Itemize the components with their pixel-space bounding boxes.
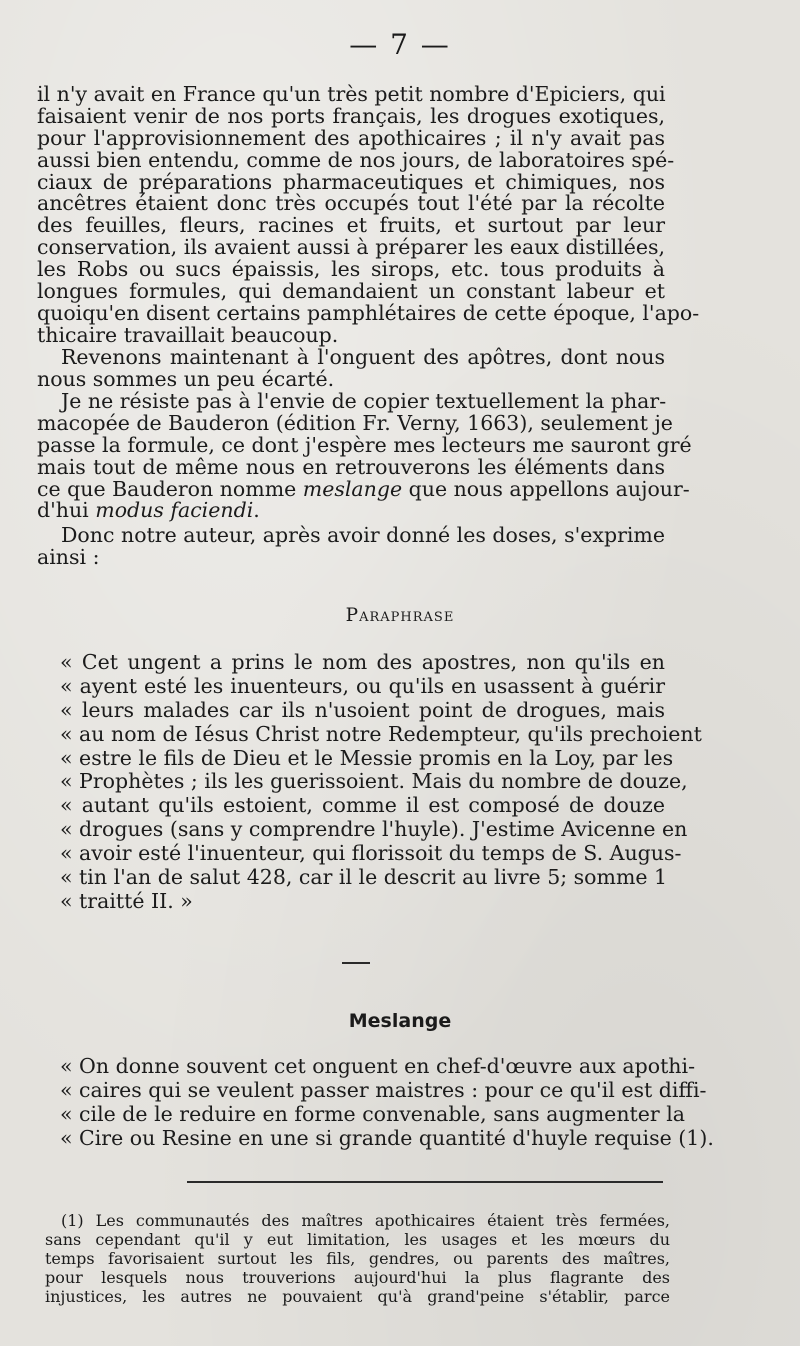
italic-term-meslange: meslange [302, 476, 403, 501]
body-line: faisaient venir de nos ports français, les drogues exotiques, [37, 103, 665, 128]
body-line: thicaire travaillait beaucoup. [37, 322, 339, 347]
body-line: passe la formule, ce dont j'espère mes lecteurs me sauront gré [37, 432, 692, 457]
body-line: les Robs ou sucs épaissis, les sirops, etc. tous produits à [37, 257, 665, 282]
body-line: aussi bien entendu, comme de nos jours, de laboratoires spé- [37, 147, 675, 172]
footnote [45, 1211, 670, 1306]
body-line-modus: d'hui modus faciendi. [37, 498, 260, 523]
quote-line: « autant qu'ils estoient, comme il est composé de douze [60, 793, 665, 818]
quote-line: « ayent esté les inuenteurs, ou qu'ils en usassent à guérir [60, 673, 665, 698]
quote-line: « tin l'an de salut 428, car il le descrit au livre 5; somme 1 [60, 865, 668, 890]
body-line: nous sommes un peu écarté. [37, 366, 335, 391]
donc-paragraph [37, 525, 665, 569]
body-line: ciaux de préparations pharmaceutiques et chimiques, nos [37, 169, 665, 194]
resiste-paragraph [37, 389, 692, 523]
footnote-line: (1) Les communautés des maîtres apothicaires étaient très fermées, [61, 1211, 670, 1230]
footnote-line: injustices, les autres ne pouvaient qu'à grand'peine s'établir, parce [45, 1287, 670, 1306]
quote-line: « drogues (sans y comprendre l'huyle). J'estime Avicenne en [60, 817, 688, 842]
revenons-paragraph [37, 347, 665, 391]
quote-line: « Prophètes ; ils les guerissoient. Mais du nombre de douze, [60, 769, 688, 794]
quote-line: « Cet ungent a prins le nom des apostres, non qu'ils en [60, 650, 665, 674]
body-line: longues formules, qui demandaient un constant labeur et [37, 279, 665, 304]
body-line: conservation, ils avaient aussi à préparer les eaux distillées, [37, 235, 665, 260]
section-heading-meslange: Meslange [348, 1010, 452, 1032]
footnote-line: pour lesquels nous trouverions aujourd'hui la plus flagrante des [45, 1268, 670, 1287]
italic-term-modus-faciendi: modus faciendi [95, 498, 254, 523]
quote-line: « cile de le reduire en forme convenable, sans augmenter la [60, 1101, 685, 1126]
quote-line: « estre le fils de Dieu et le Messie promis en la Loy, par les [60, 745, 674, 770]
body-line: quoiqu'en disent certains pamphlétaires de cette époque, l'apo- [37, 300, 700, 325]
body-line: mais tout de même nous en retrouverons les éléments dans [37, 454, 665, 479]
body-line: il n'y avait en France qu'un très petit nombre d'Epiciers, qui [37, 82, 666, 106]
quote-line: « leurs malades car ils n'usoient point de drogues, mais [60, 697, 665, 722]
section-divider [342, 962, 370, 964]
body-line: Je ne résiste pas à l'envie de copier textuellement la phar- [61, 389, 667, 413]
body-line: ainsi : [37, 544, 100, 569]
body-line: Donc notre auteur, après avoir donné les doses, s'exprime [61, 523, 665, 547]
body-line-meslange: ce que Bauderon nomme meslange que nous appellons aujour- [37, 476, 690, 501]
meslange-quote [60, 1054, 714, 1151]
section-heading-paraphrase: Paraphrase [345, 605, 455, 626]
footnote-line: temps favorisaient surtout les fils, gendres, ou parents des maîtres, [45, 1249, 670, 1268]
quote-line: « avoir esté l'inuenteur, qui florissoit du temps de S. Augus- [60, 841, 682, 866]
quote-line: « Cire ou Resine en une si grande quantité d'huyle requise (1). [60, 1125, 714, 1150]
footnote-line: sans cependant qu'il y eut limitation, les usages et les mœurs du [45, 1230, 670, 1249]
body-line: pour l'approvisionnement des apothicaires ; il n'y avait pas [37, 125, 665, 150]
quote-line: « caires qui se veulent passer maistres : pour ce qu'il est diffi- [60, 1077, 707, 1102]
body-line: ancêtres étaient donc très occupés tout l'été par la récolte [37, 191, 665, 216]
quote-line: « On donne souvent cet onguent en chef-d'œuvre aux apothi- [60, 1054, 695, 1078]
footnote-separator [187, 1181, 663, 1183]
paraphrase-quote [60, 650, 702, 914]
quote-line: « au nom de Iésus Christ notre Redempteur, qu'ils prechoient [60, 721, 702, 746]
page-number: — 7 — [349, 28, 451, 61]
body-line: des feuilles, fleurs, racines et fruits, et surtout par leur [37, 213, 665, 238]
body-line: macopée de Bauderon (édition Fr. Verny, 1663), seulement je [37, 410, 673, 435]
body-line: Revenons maintenant à l'onguent des apôtres, dont nous [61, 345, 665, 369]
quote-line: « traitté II. » [60, 888, 193, 913]
body-paragraph [37, 82, 700, 347]
